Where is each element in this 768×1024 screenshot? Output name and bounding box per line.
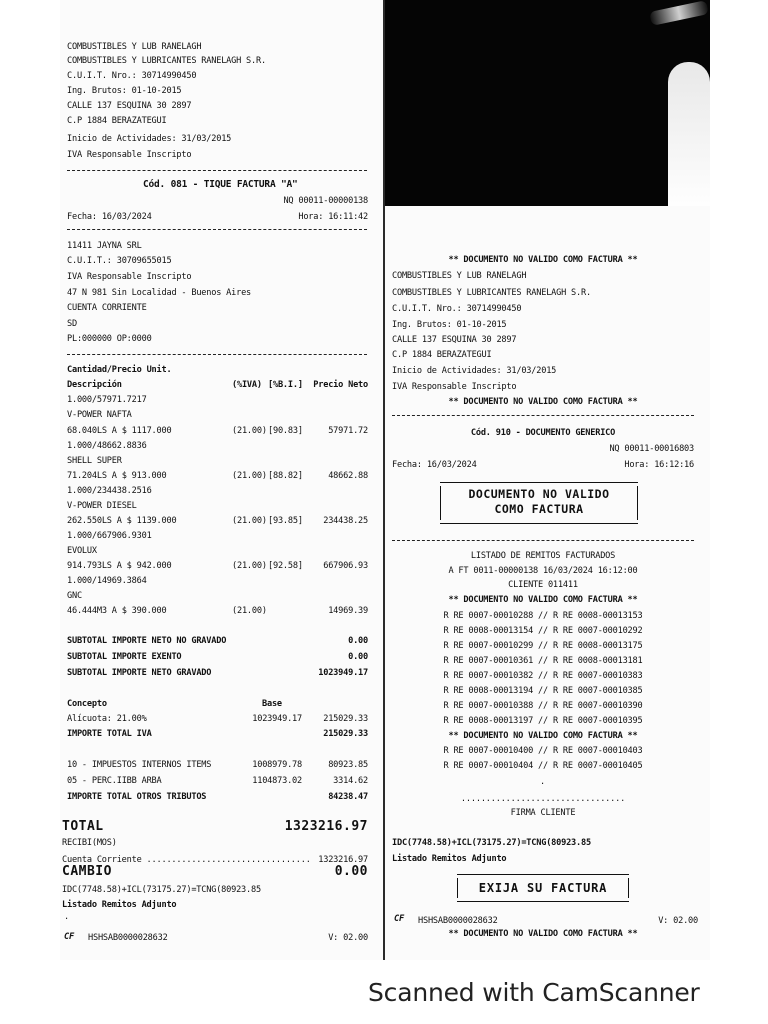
left-header-line-5: C.P 1884 BERAZATEGUI [67,116,167,126]
item-iva: (21.00) [232,516,267,526]
item-name: EVOLUX [67,546,97,556]
item-price: 667906.93 [323,561,368,571]
remito-row: R RE 0008-00013154 // R RE 0007-00010292 [443,626,643,636]
not-valid-box [440,486,638,520]
client-line-1: C.U.I.T.: 30709655015 [67,256,172,266]
listado-title: LISTADO DE REMITOS FACTURADOS [470,551,616,561]
dot-mark: . [540,777,545,787]
tributo-value: 80923.85 [328,760,368,770]
separator [67,229,367,230]
item-qty: 1.000/14969.3864 [67,576,147,586]
warning-line: ** DOCUMENTO NO VALIDO COMO FACTURA ** [448,595,638,605]
total-value: 1323216.97 [284,819,368,834]
fiscal-logo-icon: CF [64,932,74,942]
item-bi: [88.82] [268,471,303,481]
tributo-label: 10 - IMPUESTOS INTERNOS ITEMS [67,760,212,770]
right-header-line-5: C.P 1884 BERAZATEGUI [392,350,492,360]
item-iva: (21.00) [232,471,267,481]
remito-row: R RE 0008-00013197 // R RE 0007-00010395 [443,716,643,726]
not-valid-line-1: DOCUMENTO NO VALIDO [468,487,610,501]
client-line-4: CUENTA CORRIENTE [67,303,147,313]
client-line-2: IVA Responsable Inscripto [67,272,192,282]
version: V: 02.00 [328,933,368,943]
alicuota-base: 1023949.17 [252,714,302,724]
item-name: SHELL SUPER [67,456,122,466]
remito-row: R RE 0007-00010382 // R RE 0007-00010383 [443,671,643,681]
col-desc-header: Descripción [67,380,122,390]
col-bi-header: [%B.I.] [268,380,303,390]
item-iva: (21.00) [232,606,267,616]
remito-row: R RE 0007-00010404 // R RE 0007-00010405 [443,761,643,771]
doc-title: Cód. 081 - TIQUE FACTURA "A" [143,179,298,190]
listado-adjunto: Listado Remitos Adjunto [392,854,507,864]
item-iva: (21.00) [232,561,267,571]
item-name: GNC [67,591,82,601]
photo-highlight [668,62,710,212]
serial-number: HSHSAB0000028632 [418,916,498,926]
invoice-time: Hora: 16:11:42 [298,212,368,222]
concept-header: Concepto [67,699,107,709]
doc-time: Hora: 16:12:16 [624,460,694,470]
subtotal-value: 1023949.17 [318,668,368,678]
total-otros-label: IMPORTE TOTAL OTROS TRIBUTOS [67,792,207,802]
client-line-5: SD [67,319,77,329]
remito-row: R RE 0008-00013194 // R RE 0007-00010385 [443,686,643,696]
warning-line: ** DOCUMENTO NO VALIDO COMO FACTURA ** [448,255,638,265]
fiscal-logo-icon: CF [394,914,404,924]
cuenta-corriente-label: Cuenta Corriente ................................. [62,855,311,865]
left-header-line-1: COMBUSTIBLES Y LUBRICANTES RANELAGH S.R. [67,56,266,66]
remito-row: R RE 0007-00010288 // R RE 0008-00013153 [443,611,643,621]
serial-number: HSHSAB0000028632 [88,933,168,943]
separator [392,540,694,541]
camscanner-watermark: Scanned with CamScanner [368,978,700,1007]
version: V: 02.00 [658,916,698,926]
warning-line: ** DOCUMENTO NO VALIDO COMO FACTURA ** [448,731,638,741]
cambio-value: 0.00 [334,864,368,879]
right-header-line-0: COMBUSTIBLES Y LUB RANELAGH [392,271,527,281]
left-header-line-0: COMBUSTIBLES Y LUB RANELAGH [67,42,202,52]
item-bi: [92.58] [268,561,303,571]
item-line: 68.040LS A $ 1117.000 [67,426,172,436]
total-otros-value: 84238.47 [328,792,368,802]
left-header-line-4: CALLE 137 ESQUINA 30 2897 [67,101,192,111]
item-bi: [90.83] [268,426,303,436]
remito-row: R RE 0007-00010299 // R RE 0008-00013175 [443,641,643,651]
separator [67,170,367,171]
item-qty: 1.000/48662.8836 [67,441,147,451]
item-line: 914.793LS A $ 942.000 [67,561,172,571]
left-header-line-2: C.U.I.T. Nro.: 30714990450 [67,71,197,81]
listado-ref: A FT 0011-00000138 16/03/2024 16:12:00 [448,566,638,576]
right-header-line-1: COMBUSTIBLES Y LUBRICANTES RANELAGH S.R. [392,288,591,298]
photo-background [385,0,710,212]
left-header-line-3: Ing. Brutos: 01-10-2015 [67,86,182,96]
doc-number: NQ 00011-00000138 [283,196,368,206]
idc-line: IDC(7748.58)+ICL(73175.27)=TCNG(80923.85 [62,885,261,895]
item-price: 57971.72 [328,426,368,436]
total-iva-label: IMPORTE TOTAL IVA [67,729,152,739]
col-qty-header: Cantidad/Precio Unit. [67,365,172,375]
left-header-line-6: Inicio de Actividades: 31/03/2015 [67,134,232,144]
right-header-line-4: CALLE 137 ESQUINA 30 2897 [392,335,517,345]
item-qty: 1.000/667906.9301 [67,531,152,541]
listado-adjunto: Listado Remitos Adjunto [62,900,177,910]
dot-mark: . [64,912,69,922]
subtotal-label: SUBTOTAL IMPORTE EXENTO [67,652,182,662]
item-qty: 1.000/57971.7217 [67,395,147,405]
tributo-label: 05 - PERC.IIBB ARBA [67,776,162,786]
exija-text: EXIJA SU FACTURA [478,881,608,895]
left-header-line-7: IVA Responsable Inscripto [67,150,192,160]
remito-row: R RE 0007-00010388 // R RE 0007-00010390 [443,701,643,711]
exija-box [457,878,629,898]
col-price-header: Precio Neto [313,380,368,390]
alicuota-value: 215029.33 [323,714,368,724]
item-line: 71.204LS A $ 913.000 [67,471,167,481]
item-qty: 1.000/234438.2516 [67,486,152,496]
right-header-line-6: Inicio de Actividades: 31/03/2015 [392,366,557,376]
item-price: 48662.88 [328,471,368,481]
alicuota-label: Alícuota: 21.00% [67,714,147,724]
base-header: Base [262,699,282,709]
item-price: 234438.25 [323,516,368,526]
right-header-line-2: C.U.I.T. Nro.: 30714990450 [392,304,522,314]
separator [67,354,367,355]
right-header-line-3: Ing. Brutos: 01-10-2015 [392,320,507,330]
item-iva: (21.00) [232,426,267,436]
signature-label: FIRMA CLIENTE [510,808,576,818]
subtotal-label: SUBTOTAL IMPORTE NETO NO GRAVADO [67,636,227,646]
client-line-0: 11411 JAYNA SRL [67,241,142,251]
item-name: V-POWER NAFTA [67,410,132,420]
total-iva-value: 215029.33 [323,729,368,739]
tributo-base: 1008979.78 [252,760,302,770]
subtotal-value: 0.00 [348,652,368,662]
doc-title: Cód. 910 - DOCUMENTO GENERICO [470,428,616,438]
warning-line: ** DOCUMENTO NO VALIDO COMO FACTURA ** [448,397,638,407]
cuenta-corriente-value: 1323216.97 [318,855,368,865]
col-iva-header: (%IVA) [232,380,262,390]
cambio-label: CAMBIO [62,864,112,879]
remito-row: R RE 0007-00010361 // R RE 0008-00013181 [443,656,643,666]
remito-row: R RE 0007-00010400 // R RE 0007-00010403 [443,746,643,756]
idc-line: IDC(7748.58)+ICL(73175.27)=TCNG(80923.85 [392,838,591,848]
doc-number: NQ 00011-00016803 [609,444,694,454]
total-label: TOTAL [62,819,104,834]
doc-date: Fecha: 16/03/2024 [392,460,477,470]
signature-line: ................................. [460,794,626,804]
invoice-date: Fecha: 16/03/2024 [67,212,152,222]
item-line: 46.444M3 A $ 390.000 [67,606,167,616]
recibi-label: RECIBI(MOS) [62,838,117,848]
item-line: 262.550LS A $ 1139.000 [67,516,177,526]
right-header-line-7: IVA Responsable Inscripto [392,382,517,392]
item-bi: [93.85] [268,516,303,526]
client-line-6: PL:000000 OP:0000 [67,334,152,344]
item-name: V-POWER DIESEL [67,501,137,511]
subtotal-value: 0.00 [348,636,368,646]
cliente-code: CLIENTE 011411 [508,580,578,590]
tributo-base: 1104873.02 [252,776,302,786]
item-price: 14969.39 [328,606,368,616]
warning-line: ** DOCUMENTO NO VALIDO COMO FACTURA ** [448,929,638,939]
client-line-3: 47 N 981 Sin Localidad - Buenos Aires [67,288,252,298]
tributo-value: 3314.62 [333,776,368,786]
not-valid-line-2: COMO FACTURA [494,502,584,516]
subtotal-label: SUBTOTAL IMPORTE NETO GRAVADO [67,668,212,678]
separator [392,415,694,416]
